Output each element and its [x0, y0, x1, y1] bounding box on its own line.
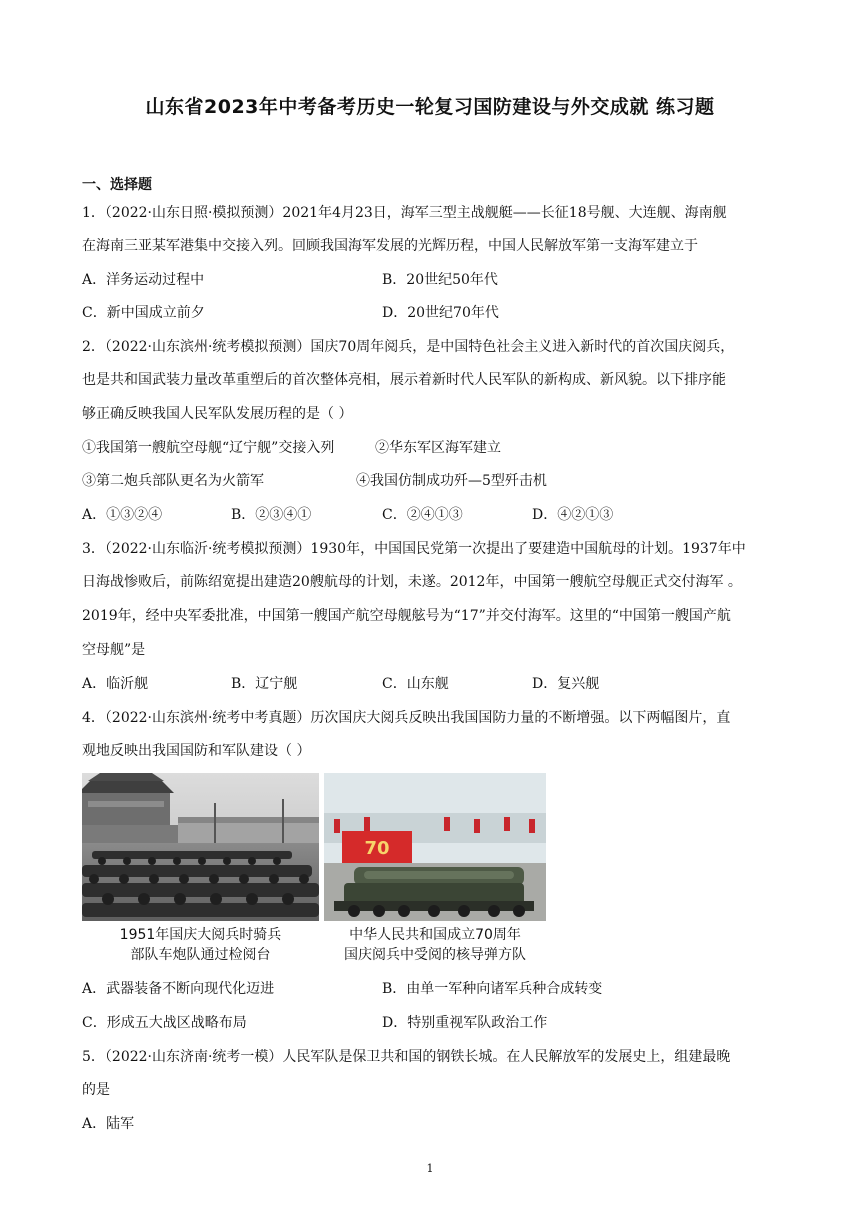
- q1-line-2: 在海南三亚某军港集中交接入列。回顾我国海军发展的光辉历程，中国人民解放军第一支海军建立于: [82, 238, 698, 254]
- q1-option-a: A．洋务运动过程中: [82, 272, 205, 288]
- q1-line-1: 1．（2022·山东日照·模拟预测）2021年4月23日，海军三型主战舰艇——长征18号舰、大连舰、海南舰: [82, 205, 727, 221]
- section-heading: 一、选择题: [82, 177, 152, 193]
- q4-option-c: C．形成五大战区战略布局: [82, 1015, 247, 1031]
- q2-line-2: 也是共和国武装力量改革重塑后的首次整体亮相，展示着新时代人民军队的新构成、新风貌。以下排序能: [82, 372, 726, 388]
- q2-option-d: D．④②①③: [532, 507, 614, 523]
- q2-item-4: ④我国仿制成功歼—5型歼击机: [356, 473, 547, 489]
- q3-line-1: 3．（2022·山东临沂·统考模拟预测）1930年，中国国民党第一次提出了要建造中国航母的计划。1937年中: [82, 541, 746, 557]
- q2-item-1: ①我国第一艘航空母舰“辽宁舰”交接入列: [82, 440, 335, 456]
- q4-option-b: B．由单一军种向诸军兵种合成转变: [382, 981, 603, 997]
- q4-line-1: 4．（2022·山东滨州·统考中考真题）历次国庆大阅兵反映出我国国防力量的不断增强。以下两幅图片，直: [82, 710, 731, 726]
- q1-option-d: D．20世纪70年代: [382, 305, 499, 321]
- missile-parade-photo: [324, 773, 546, 921]
- q3-option-c: C．山东舰: [382, 676, 449, 692]
- page-number: 1: [426, 1162, 434, 1175]
- q3-line-4: 空母舰”是: [82, 642, 146, 658]
- q4-line-2: 观地反映出我国国防和军队建设（ ）: [82, 743, 311, 759]
- q2-option-c: C．②④①③: [382, 507, 463, 523]
- q2-line-1: 2．（2022·山东滨州·统考模拟预测）国庆70周年阅兵，是中国特色社会主义进入新时代的首次国庆阅兵，: [82, 339, 735, 355]
- left-photo-caption: [82, 925, 319, 965]
- q2-item-3: ③第二炮兵部队更名为火箭军: [82, 473, 264, 489]
- q4-option-d: D．特别重视军队政治工作: [382, 1015, 548, 1031]
- left-caption-line-1: 1951年国庆大阅兵时骑兵: [119, 927, 282, 943]
- q5-line-2: 的是: [82, 1082, 110, 1098]
- left-caption-line-2: 部队车炮队通过检阅台: [130, 947, 271, 963]
- right-caption-line-2: 国庆阅兵中受阅的核导弹方队: [344, 947, 526, 963]
- banner-70-text: 70: [364, 838, 390, 859]
- right-caption-line-1: 中华人民共和国成立70周年: [349, 927, 521, 943]
- q3-option-a: A．临沂舰: [82, 676, 149, 692]
- q3-option-b: B．辽宁舰: [231, 676, 298, 692]
- q2-option-a: A．①③②④: [82, 507, 163, 523]
- q2-option-b: B．②③④①: [231, 507, 312, 523]
- q2-line-3: 够正确反映我国人民军队发展历程的是（ ）: [82, 406, 353, 422]
- q1-option-b: B．20世纪50年代: [382, 272, 498, 288]
- q3-line-2: 日海战惨败后，前陈绍宽提出建造20艘航母的计划，未遂。2012年，中国第一艘航空母舰正式交付海军 。: [82, 574, 742, 590]
- q5-option-a: A．陆军: [82, 1116, 135, 1132]
- q5-line-1: 5．（2022·山东济南·统考一模）人民军队是保卫共和国的钢铁长城。在人民解放军的发展史上，组建最晚: [82, 1049, 731, 1065]
- q3-line-3: 2019年，经中央军委批准，中国第一艘国产航空母舰舷号为“17”并交付海军。这里的“中国第一艘国产航: [82, 608, 731, 624]
- q1-option-c: C．新中国成立前夕: [82, 305, 205, 321]
- cavalry-parade-photo: [82, 773, 319, 921]
- q2-item-2: ②华东军区海军建立: [375, 440, 501, 456]
- q3-option-d: D．复兴舰: [532, 676, 600, 692]
- q4-option-a: A．武器装备不断向现代化迈进: [82, 981, 275, 997]
- right-photo-caption: [318, 925, 552, 965]
- page-title: 山东省2023年中考备考历史一轮复习国防建设与外交成就 练习题: [145, 96, 715, 118]
